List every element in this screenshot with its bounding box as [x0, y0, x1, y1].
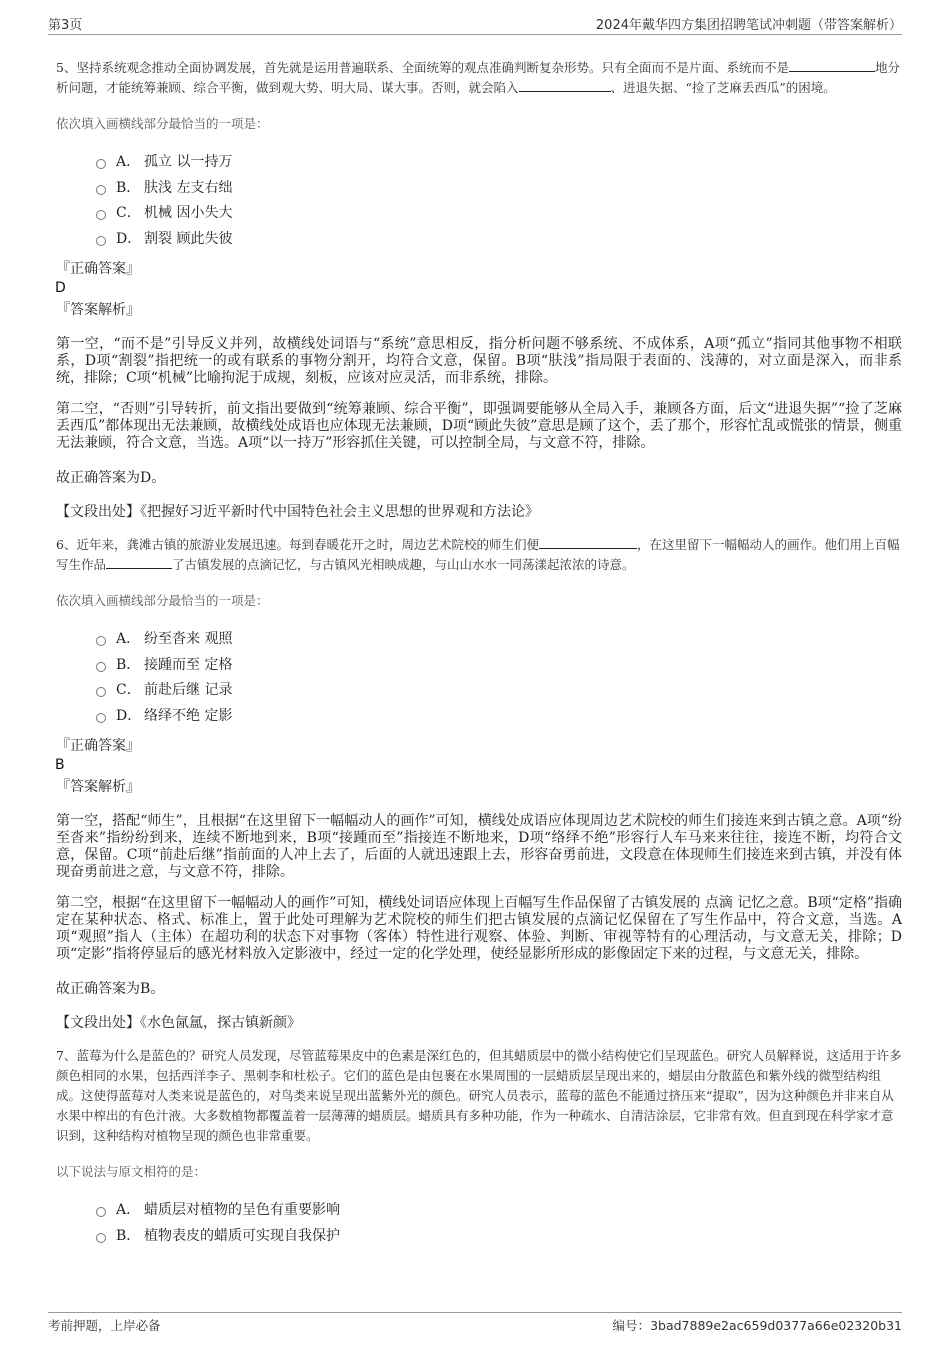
- document-code: 编号：3bad7889e2ac659d0377a66e02320b31: [612, 1318, 902, 1333]
- option-b[interactable]: B． 植物表皮的蜡质可实现自我保护: [96, 1224, 902, 1250]
- option-b[interactable]: B． 肤浅 左支右绌: [96, 176, 902, 202]
- page-content: [56, 58, 902, 1249]
- question-text: 6、近年来，龚滩古镇的旅游业发展迅速。每到春暖花开之时，周边艺术院校的师生们便 ，在这里留下一幅幅动人的画作。他们用上百幅写生作品 了古镇发展的点滴记忆，与古镇风光相映成趣，与山山水水一同荡漾起浓浓的诗意。: [56, 537, 900, 572]
- radio-icon[interactable]: [96, 210, 106, 220]
- radio-icon[interactable]: [96, 236, 106, 246]
- question-prompt: 依次填入画横线部分最恰当的一项是：: [56, 116, 269, 131]
- answer-blank: [539, 535, 637, 549]
- option-c[interactable]: C． 机械 因小失大: [96, 201, 902, 227]
- question-prompt: 依次填入画横线部分最恰当的一项是：: [56, 593, 269, 608]
- radio-icon[interactable]: [96, 1207, 106, 1217]
- correct-answer-label: 『正确答案』: [56, 261, 140, 277]
- analysis-label: 『答案解析』: [56, 302, 140, 318]
- answer-blank: [106, 555, 172, 569]
- radio-icon[interactable]: [96, 1233, 106, 1243]
- correct-answer: D: [55, 280, 66, 296]
- question-text: 7、蓝莓为什么是蓝色的？研究人员发现，尽管蓝莓果皮中的色素是深红色的，但其蜡质层中的微小结构使它们呈现蓝色。研究人员解释说，这适用于许多颜色相同的水果，包括西洋李子、黑刺李和杜松子。它们的蓝色是由包裹在水果周围的一层蜡质层呈现出来的，蜡层由分散蓝色和紫外线的微型结构组成。这使得蓝莓对人类来说是蓝色的，对鸟类来说呈现出蓝紫外光的颜色。研究人员表示，蓝莓的蓝色不能通过挤压来“提取”，因为这种颜色并非来自从水果中榨出的有色汁液。大多数植物都覆盖着一层薄薄的蜡质层。蜡质具有多种功能，作为一种疏水、自清洁涂层，它非常有效。但直到现在科学家才意识到，这种结构对植物呈现的颜色也非常重要。: [56, 1048, 902, 1143]
- question-5: [56, 58, 902, 521]
- page-footer: [48, 1312, 902, 1335]
- page-number: 第3页: [48, 18, 83, 33]
- analysis-paragraph: 第二空，“否则”引导转折，前文指出要做到“统筹兼顾、综合平衡”，即强调要能够从全局入手，兼顾各方面，后文“进退失据”“捡了芝麻丢西瓜”都体现出无法兼顾，故横线处成语也应体现无法兼顾，D项“顾此失彼”意思是顾了这个，丢了那个，形容忙乱或慌张的情景，侧重无法兼顾，符合文意，当选。A项“以一持万”形容抓住关键，可以控制全局，与文意不符，排除。: [56, 401, 902, 451]
- correct-answer-label: 『正确答案』: [56, 738, 140, 754]
- page-header: [48, 12, 902, 35]
- analysis-paragraph: 第二空，根据“在这里留下一幅幅动人的画作”可知，横线处词语应体现上百幅写生作品保留了古镇发展的 点滴 记忆之意。B项“定格”指确定在某种状态、格式、标准上，置于此处可理解为艺术院校的师生们把古镇发展的点滴记忆保留在了写生作品中，符合文意，当选。A项“观照”指人（主体）在超功利的状态下对事物（客体）特性进行观察、体验、判断、审视等特有的心理活动，与文意无关，排除；D项“定影”指将停显后的感光材料放入定影液中，经过一定的化学处理，使经显影所形成的影像固定下来的过程，与文意无关，排除。: [56, 895, 902, 962]
- option-list: [96, 1198, 902, 1249]
- option-list: [96, 627, 902, 729]
- radio-icon[interactable]: [96, 636, 106, 646]
- option-a[interactable]: A． 纷至沓来 观照: [96, 627, 902, 653]
- passage-source: 【文段出处】《水色氤氲，探古镇新颜》: [56, 1015, 301, 1031]
- option-a[interactable]: A． 蜡质层对植物的呈色有重要影响: [96, 1198, 902, 1224]
- option-b[interactable]: B． 接踵而至 定格: [96, 653, 902, 679]
- passage-source: 【文段出处】《把握好习近平新时代中国特色社会主义思想的世界观和方法论》: [56, 504, 539, 520]
- footer-slogan: 考前押题，上岸必备: [48, 1318, 161, 1333]
- question-prompt: 以下说法与原文相符的是：: [56, 1164, 207, 1179]
- analysis-conclusion: 故正确答案为D。: [56, 470, 166, 486]
- analysis-paragraph: 第一空，“而不是”引导反义并列，故横线处词语与“系统”意思相反，指分析问题不够系统、不成体系，A项“孤立”指同其他事物不相联系，D项“割裂”指把统一的或有联系的事物分割开，均符合文意，保留。B项“肤浅”指局限于表面的、浅薄的，对立面是深入，而非系统，排除；C项“机械”比喻拘泥于成规，刻板，应该对应灵活，而非系统，排除。: [56, 336, 902, 386]
- answer-blank: [789, 58, 875, 72]
- correct-answer: B: [55, 757, 65, 773]
- document-title: 2024年戴华四方集团招聘笔试冲刺题（带答案解析）: [595, 18, 902, 33]
- option-a[interactable]: A． 孤立 以一持万: [96, 150, 902, 176]
- analysis-conclusion: 故正确答案为B。: [56, 981, 165, 997]
- option-d[interactable]: D． 割裂 顾此失彼: [96, 227, 902, 253]
- answer-blank: [519, 78, 611, 92]
- radio-icon[interactable]: [96, 713, 106, 723]
- question-text: 5、坚持系统观念推动全面协调发展，首先就是运用普遍联系、全面统筹的观点准确判断复杂形势。只有全面而不是片面、系统而不是 地分析问题，才能统筹兼顾、综合平衡，做到观大势、明大局、谋大事。否则，就会陷入 、进退失据、“捡了芝麻丢西瓜”的困境。: [56, 60, 900, 95]
- option-c[interactable]: C． 前赴后继 记录: [96, 678, 902, 704]
- option-d[interactable]: D． 络绎不绝 定影: [96, 704, 902, 730]
- option-list: [96, 150, 902, 252]
- analysis-label: 『答案解析』: [56, 779, 140, 795]
- radio-icon[interactable]: [96, 662, 106, 672]
- radio-icon[interactable]: [96, 159, 106, 169]
- question-7: [56, 1046, 902, 1249]
- radio-icon[interactable]: [96, 185, 106, 195]
- radio-icon[interactable]: [96, 687, 106, 697]
- analysis-paragraph: 第一空，搭配“师生”，且根据“在这里留下一幅幅动人的画作”可知，横线处成语应体现周边艺术院校的师生们接连来到古镇之意。A项“纷至沓来”指纷纷到来，连续不断地到来，B项“接踵而至”指接连不断地来，D项“络绎不绝”形容行人车马来来往往，接连不断，均符合文意，保留。C项“前赴后继”指前面的人冲上去了，后面的人就迅速跟上去，形容奋勇前进，文段意在体现师生们接连来到古镇，并没有体现奋勇前进之意，与文意不符，排除。: [56, 813, 902, 880]
- question-6: [56, 535, 902, 1032]
